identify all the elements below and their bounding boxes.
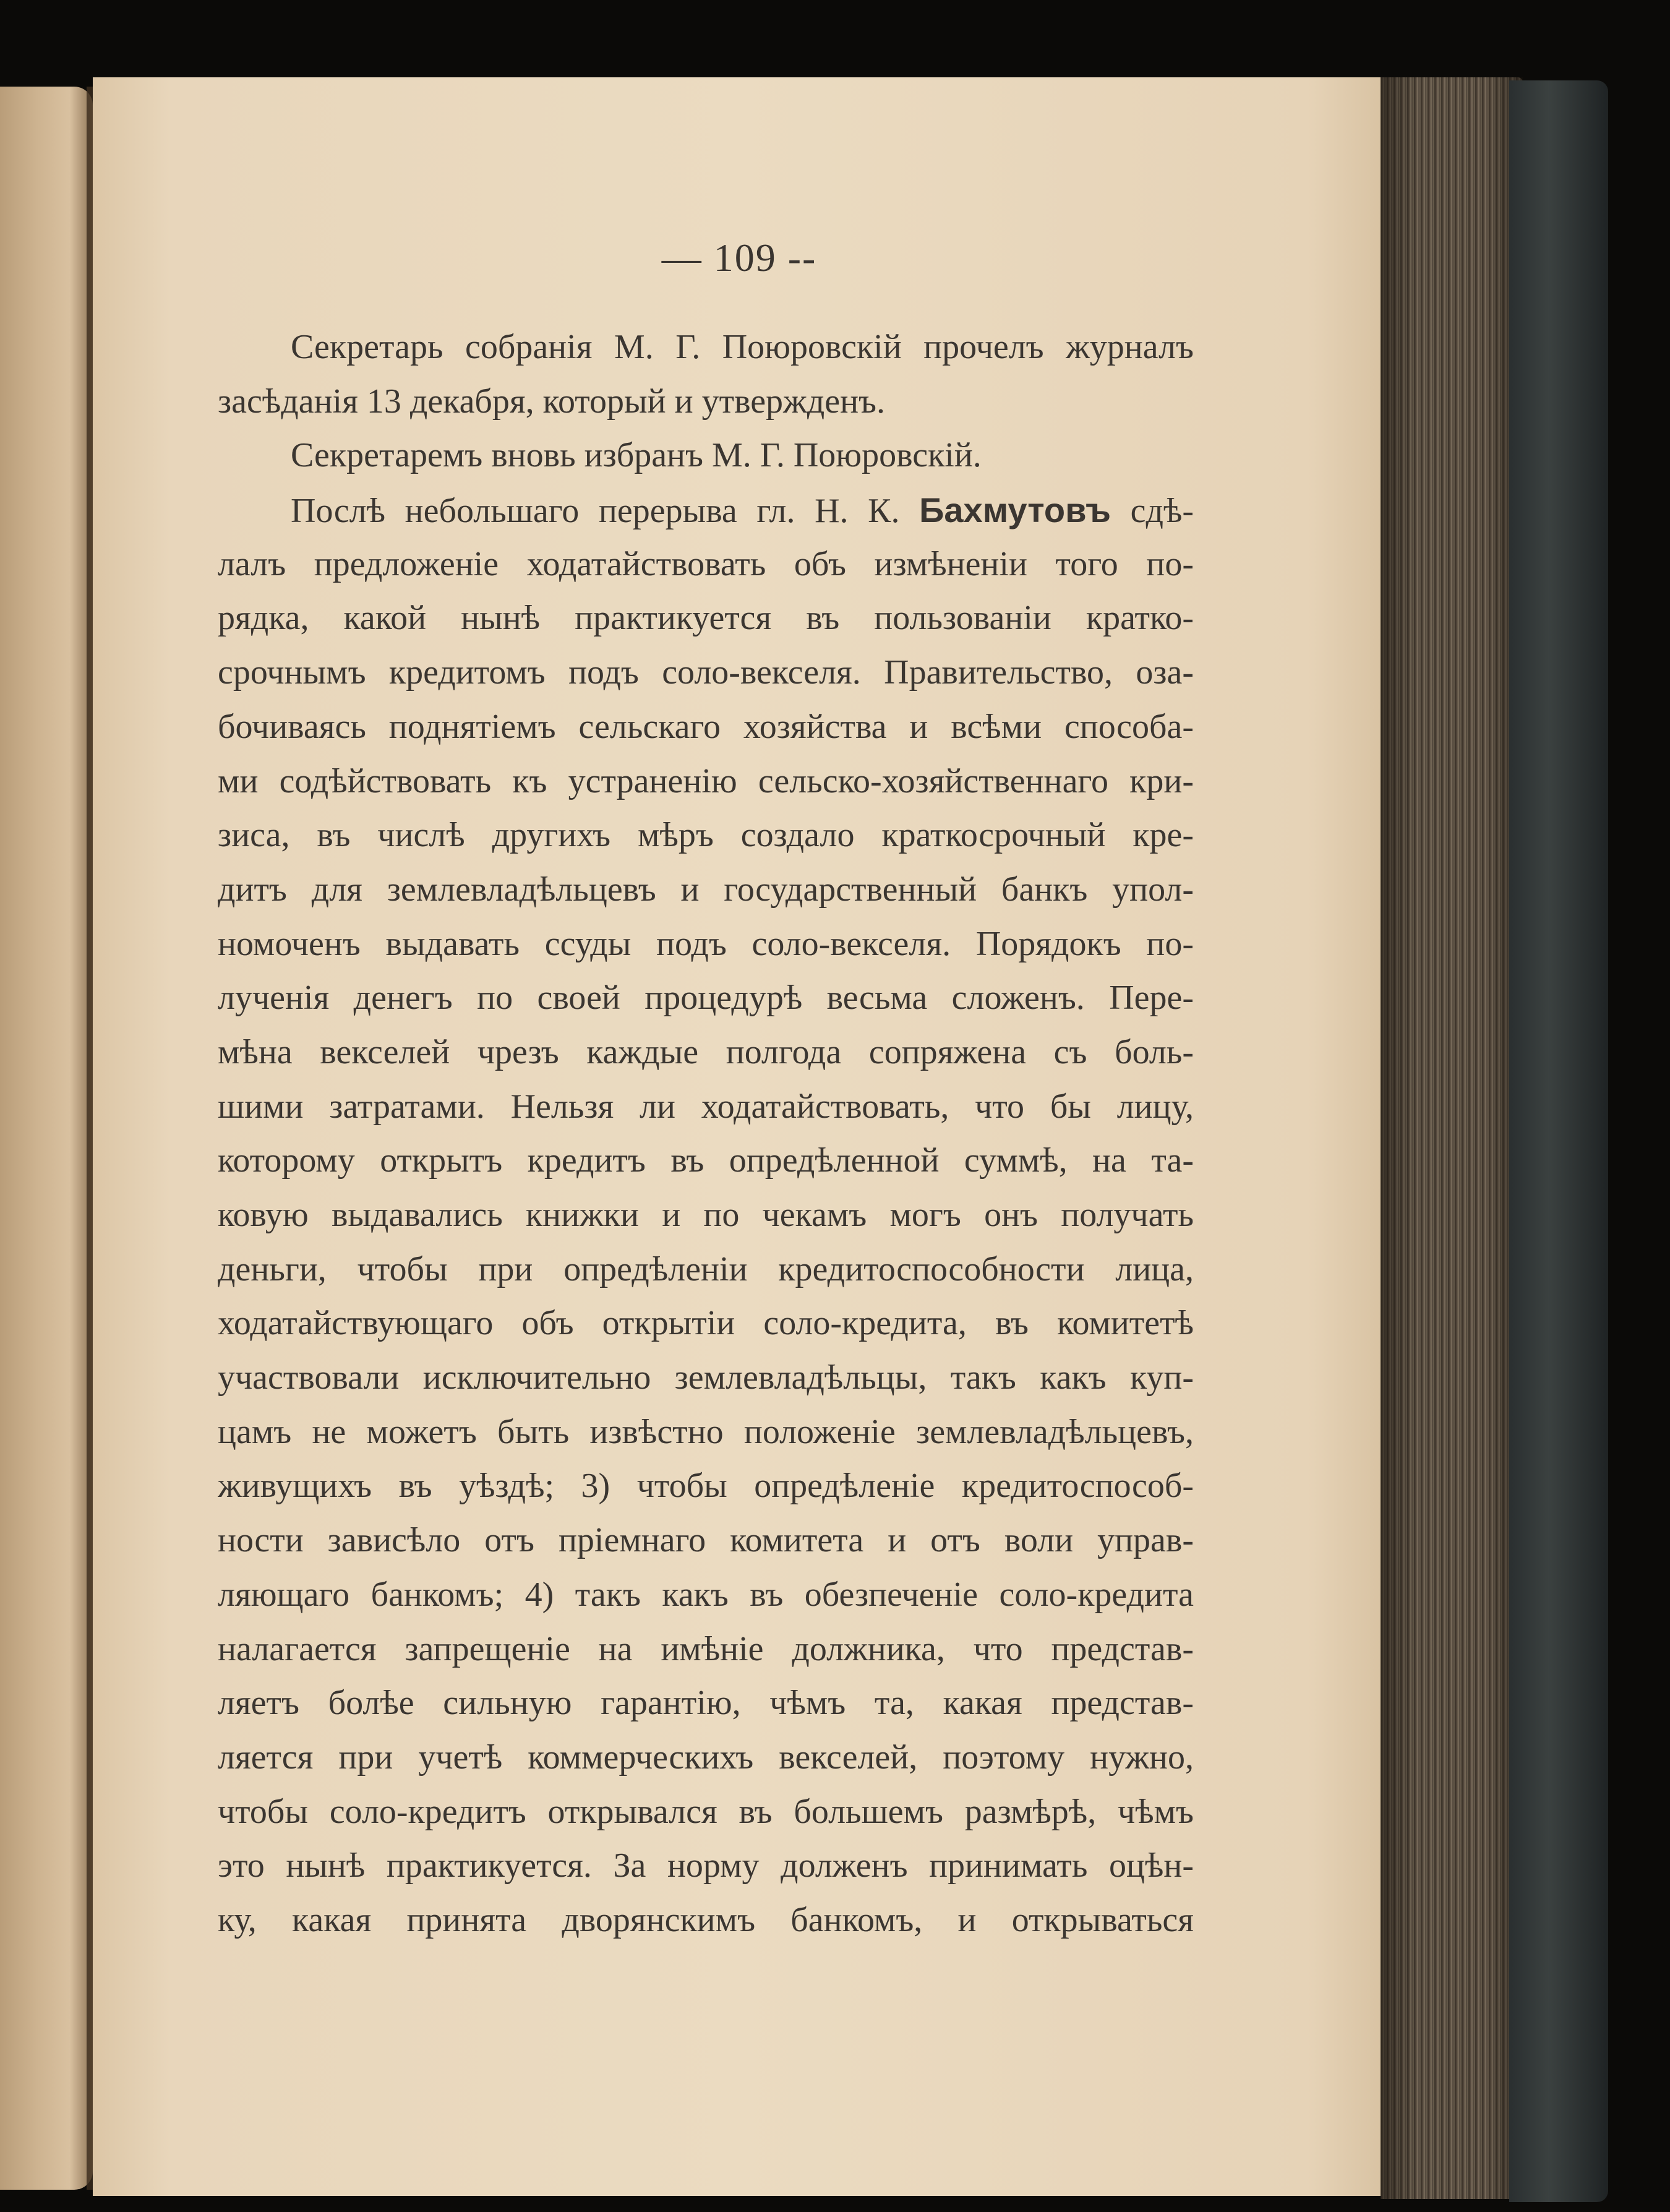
page-number: — 109 --: [661, 236, 817, 280]
text-run: Послѣ небольшаго перерыва гл. Н. К.: [291, 492, 920, 531]
text-line: бочиваясь поднятіемъ сельскаго хозяйства и всѣми способа-: [218, 707, 1194, 746]
text-line: Секретаремъ вновь избранъ М. Г. Поюровскій.: [291, 436, 982, 475]
text-run: сдѣ-: [1110, 492, 1194, 531]
bold-name: Бахмутовъ: [919, 491, 1111, 530]
text-line: лалъ предложеніе ходатайствовать объ измѣненіи того по-: [218, 544, 1194, 583]
text-line: деньги, чтобы при опредѣленіи кредитоспособности лица,: [218, 1250, 1194, 1288]
text-line: налагается запрещеніе на имѣніе должника, что представ-: [218, 1629, 1194, 1668]
text-line: ляетъ болѣе сильную гарантію, чѣмъ та, какая представ-: [218, 1684, 1194, 1723]
page-block-edges: [1381, 77, 1523, 2199]
text-line: зиса, въ числѣ другихъ мѣръ создало краткосрочный кре-: [218, 816, 1194, 855]
previous-page-edge: [0, 87, 93, 2190]
text-line: рядка, какой нынѣ практикуется въ пользованіи кратко-: [218, 599, 1194, 638]
text-line: чтобы соло-кредитъ открывался въ большемъ размѣрѣ, чѣмъ: [218, 1792, 1194, 1831]
text-line: это нынѣ практикуется. За норму долженъ принимать оцѣн-: [218, 1846, 1194, 1885]
text-line: шими затратами. Нельзя ли ходатайствовать, что бы лицу,: [218, 1087, 1194, 1126]
text-line: ходатайствующаго объ открытіи соло-кредита, въ комитетѣ: [218, 1304, 1194, 1343]
text-line: Секретарь собранія М. Г. Поюровскій прочелъ журналъ: [291, 328, 1194, 366]
text-line: дитъ для землевладѣльцевъ и государственный банкъ упол-: [218, 870, 1194, 909]
text-line: ности зависѣло отъ пріемнаго комитета и отъ воли управ-: [218, 1521, 1194, 1560]
text-line: лученія денегъ по своей процедурѣ весьма сложенъ. Пере-: [218, 979, 1194, 1018]
text-line: ляющаго банкомъ; 4) такъ какъ въ обезпеченіе соло-кредита: [218, 1575, 1194, 1614]
text-line: ми содѣйствовать къ устраненію сельско-хозяйственнаго кри-: [218, 761, 1194, 800]
text-line: ку, какая принята дворянскимъ банкомъ, и открываться: [218, 1900, 1194, 1939]
text-line: ковую выдавались книжки и по чекамъ могъ онъ получать: [218, 1196, 1194, 1234]
text-line: ляется при учетѣ коммерческихъ векселей, поэтому нужно,: [218, 1738, 1194, 1777]
text-line: участвовали исключительно землевладѣльцы, такъ какъ куп-: [218, 1358, 1194, 1397]
text-line: срочнымъ кредитомъ подъ соло-векселя. Правительство, оза-: [218, 653, 1194, 692]
text-line: цамъ не можетъ быть извѣстно положеніе землевладѣльцевъ,: [218, 1412, 1194, 1451]
text-line: мѣна векселей чрезъ каждые полгода сопряжена съ боль-: [218, 1032, 1194, 1071]
text-line: которому открытъ кредитъ въ опредѣленной суммѣ, на та-: [218, 1141, 1194, 1180]
text-line: засѣданія 13 декабря, который и утвержденъ.: [218, 382, 886, 421]
text-line: номоченъ выдавать ссуды подъ соло-векселя. Порядокъ по-: [218, 924, 1194, 963]
text-line: живущихъ въ уѣздѣ; 3) чтобы опредѣленіе кредитоспособ-: [218, 1467, 1194, 1506]
book-cover: [1509, 80, 1608, 2202]
page-body-text: [218, 320, 1194, 1948]
text-line: [218, 483, 1194, 538]
